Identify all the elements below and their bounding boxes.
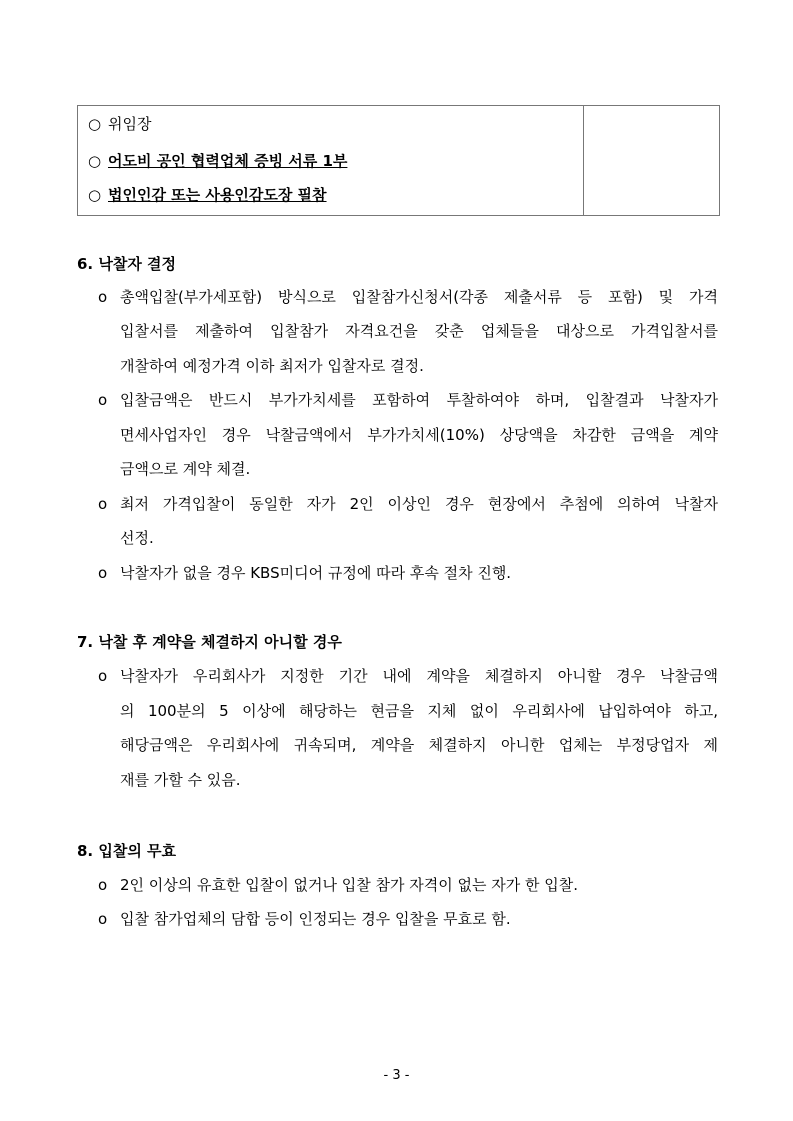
text-line: 최저 가격입찰이 동일한 자가 2인 이상인 경우 현장에서 추첨에 의하여 낙찰자 [120, 495, 718, 513]
text-line: 낙찰자가 없을 경우 KBS미디어 규정에 따라 후속 절차 진행. [120, 564, 512, 582]
circle-marker: ○ [88, 186, 102, 204]
table-item-text: 법인인감 또는 사용인감도장 필참 [108, 186, 327, 204]
bullet-marker: o [98, 564, 108, 582]
circle-marker: ○ [88, 115, 102, 133]
empty-cell [584, 106, 719, 215]
requirements-table [77, 105, 720, 216]
text-line: 총액입찰(부가세포함) 방식으로 입찰참가신청서(각종 제출서류 등 포함) 및 가격 [120, 288, 718, 306]
requirements-cell [78, 106, 584, 215]
table-item [88, 114, 151, 134]
text-line: 면세사업자인 경우 낙찰금액에서 부가가치세(10%) 상당액을 차감한 금액을 계약 [120, 426, 718, 444]
page-number: - 3 - [383, 1068, 410, 1083]
text-line: 선정. [120, 529, 154, 547]
text-line: 해당금액은 우리회사에 귀속되며, 계약을 체결하지 아니한 업체는 부정당업자 제 [120, 736, 718, 754]
text-line: 재를 가할 수 있음. [120, 771, 241, 789]
bullet-marker: o [98, 876, 108, 894]
bullet-marker: o [98, 391, 108, 409]
table-item-text: 어도비 공인 협력업체 증빙 서류 1부 [108, 152, 348, 170]
text-line: 2인 이상의 유효한 입찰이 없거나 입찰 참가 자격이 없는 자가 한 입찰. [120, 876, 578, 894]
bullet-marker: o [98, 667, 108, 685]
bullet-marker: o [98, 495, 108, 513]
text-line: 입찰서를 제출하여 입찰참가 자격요건을 갖춘 업체들을 대상으로 가격입찰서를 [120, 322, 718, 340]
text-line: 입찰 참가업체의 담합 등이 인정되는 경우 입찰을 무효로 함. [120, 910, 511, 928]
bullet-marker: o [98, 288, 108, 306]
text-line: 금액으로 계약 체결. [120, 460, 251, 478]
section-heading: 7. 낙찰 후 계약을 체결하지 아니할 경우 [77, 633, 342, 651]
section-heading: 6. 낙찰자 결정 [77, 255, 177, 273]
circle-marker: ○ [88, 152, 102, 170]
bullet-marker: o [98, 910, 108, 928]
text-line: 의 100분의 5 이상에 해당하는 현금을 지체 없이 우리회사에 납입하여야 하고, [120, 702, 718, 720]
text-line: 개찰하여 예정가격 이하 최저가 입찰자로 결정. [120, 357, 424, 375]
section-heading: 8. 입찰의 무효 [77, 842, 177, 860]
text-line: 낙찰자가 우리회사가 지정한 기간 내에 계약을 체결하지 아니할 경우 낙찰금액 [120, 667, 718, 685]
table-item-text: 위임장 [108, 115, 152, 133]
table-item [88, 185, 327, 205]
table-item [88, 151, 347, 171]
text-line: 입찰금액은 반드시 부가가치세를 포함하여 투찰하여야 하며, 입찰결과 낙찰자가 [120, 391, 718, 409]
